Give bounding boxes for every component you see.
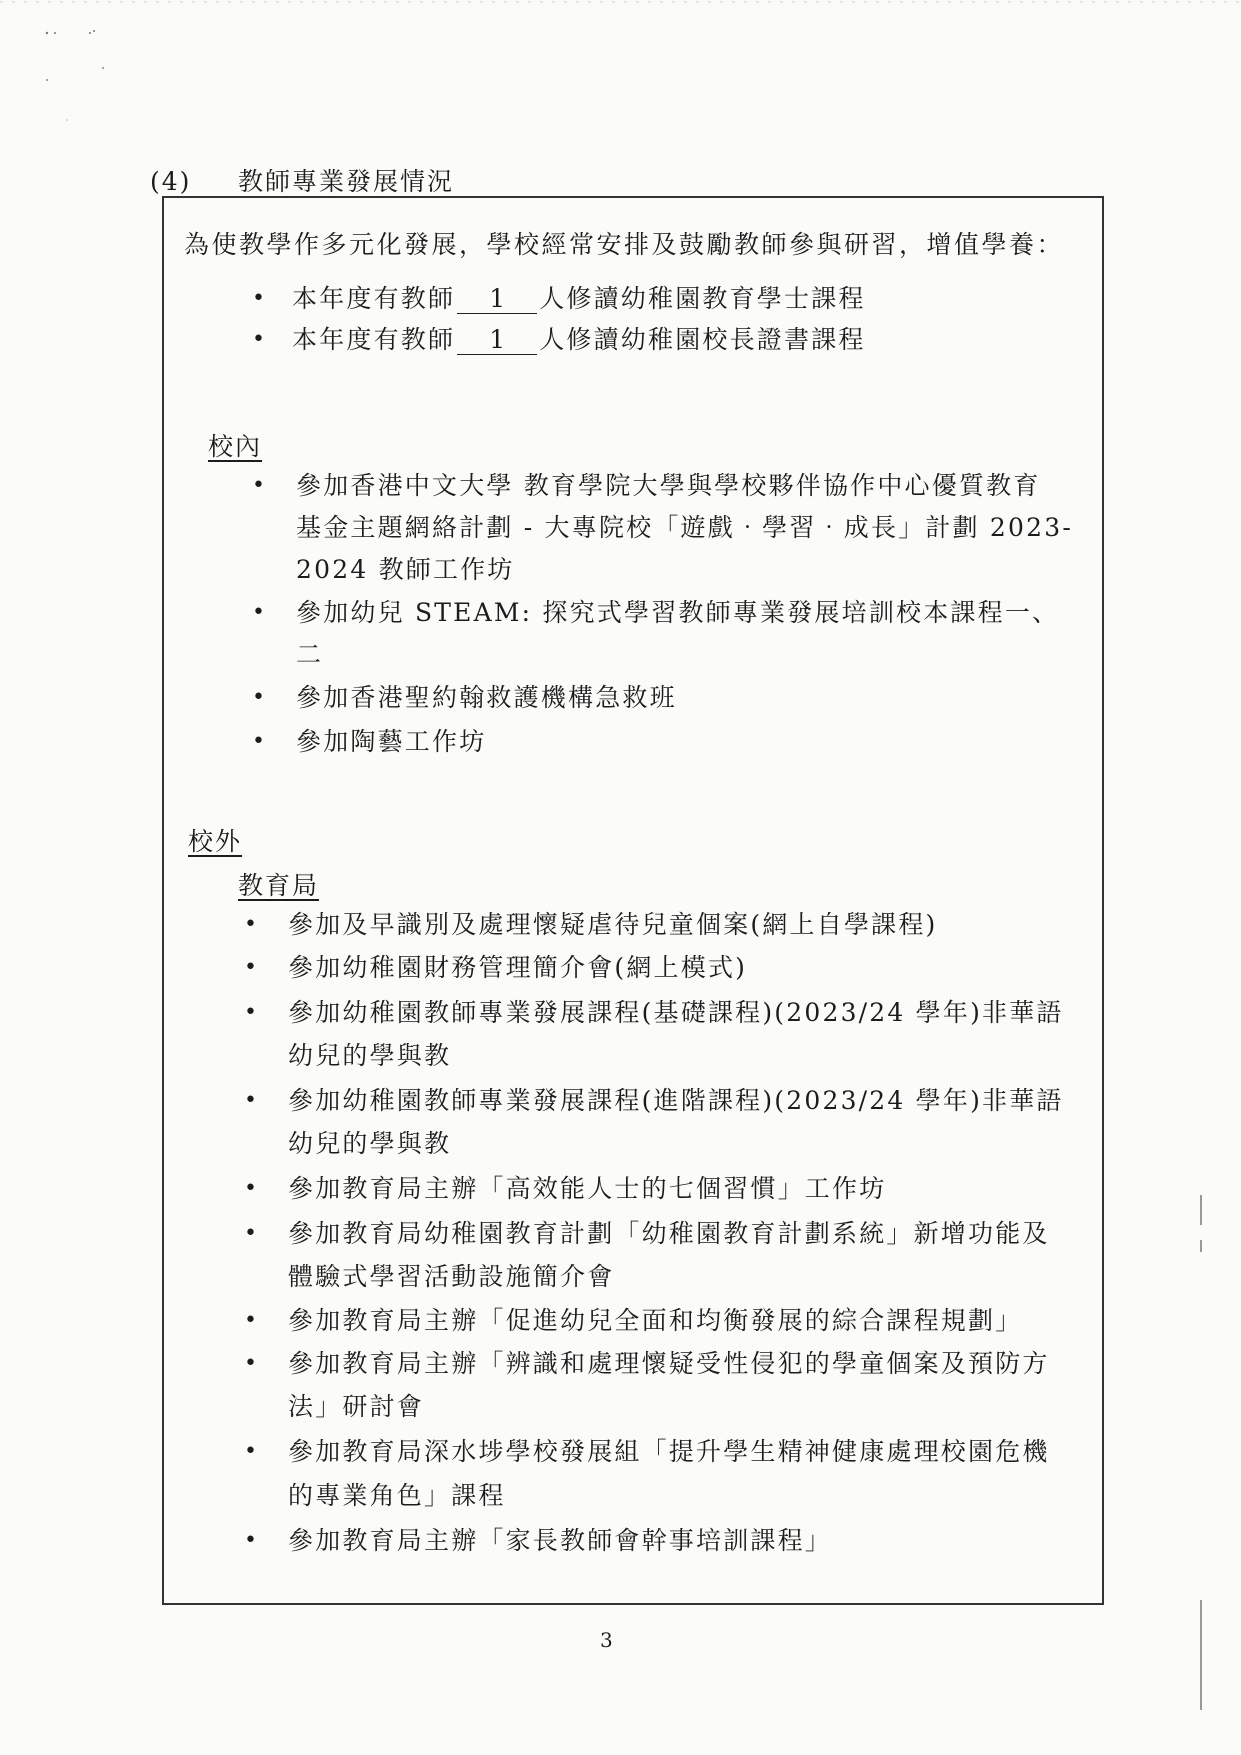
bullet-marker: • xyxy=(252,729,265,754)
bullet-marker: • xyxy=(244,1528,257,1553)
bullet-marker: • xyxy=(244,1351,257,1376)
section-number: (4) xyxy=(150,167,192,196)
external-item-line: 法」研討會 xyxy=(288,1392,425,1421)
external-item-line: 參加教育局深水埗學校發展組「提升學生精神健康處理校園危機 xyxy=(288,1437,1050,1466)
section-title: 教師專業發展情況 xyxy=(238,167,455,196)
bullet-marker: • xyxy=(244,912,257,937)
bullet-marker: • xyxy=(252,286,265,311)
internal-item-line: 基金主題網絡計劃 - 大專院校「遊戲‧學習‧成長」計劃 2023- xyxy=(296,513,1073,542)
internal-item-line: 參加香港聖約翰救護機構急救班 xyxy=(296,683,677,712)
internal-item-line: 參加陶藝工作坊 xyxy=(296,727,487,756)
scan-margin-mark xyxy=(1200,1195,1202,1225)
external-item-line: 幼兒的學與教 xyxy=(288,1129,452,1158)
scan-margin-mark xyxy=(1200,1600,1202,1710)
bullet-marker: • xyxy=(244,1176,257,1201)
external-item-line: 參加教育局幼稚園教育計劃「幼稚園教育計劃系統」新增功能及 xyxy=(288,1219,1050,1248)
internal-item-line: 2024 教師工作坊 xyxy=(296,555,515,584)
bullet-marker: • xyxy=(252,473,265,498)
bullet-marker: • xyxy=(252,600,265,625)
teacher-count: 1 xyxy=(457,326,537,355)
external-item-line: 參加幼稚園財務管理簡介會(網上模式) xyxy=(288,953,748,982)
external-item-line: 體驗式學習活動設施簡介會 xyxy=(288,1262,615,1291)
external-item-line: 的專業角色」課程 xyxy=(288,1481,506,1510)
external-item-line: 參加教育局主辦「家長教師會幹事培訓課程」 xyxy=(288,1526,833,1555)
bullet-marker: • xyxy=(252,327,265,352)
bullet-marker: • xyxy=(244,1000,257,1025)
section-heading xyxy=(150,162,454,198)
external-subheading: 教育局 xyxy=(238,871,320,900)
teacher-count: 1 xyxy=(457,285,537,314)
study-item-prefix: 本年度有教師 xyxy=(292,325,456,354)
intro-paragraph: 為使教學作多元化發展，學校經常安排及鼓勵教師參與研習，增值學養： xyxy=(184,230,1065,259)
bullet-marker: • xyxy=(252,685,265,710)
internal-item-line: 二 xyxy=(296,640,324,669)
study-item-suffix: 人修讀幼稚園校長證書課程 xyxy=(539,325,866,354)
study-item xyxy=(292,278,866,320)
external-item-line: 參加教育局主辦「辨識和處理懷疑受性侵犯的學童個案及預防方 xyxy=(288,1349,1050,1378)
bullet-marker: • xyxy=(244,955,257,980)
study-item xyxy=(292,319,866,361)
study-item-suffix: 人修讀幼稚園教育學士課程 xyxy=(539,284,866,313)
bullet-marker: • xyxy=(244,1439,257,1464)
bullet-marker: • xyxy=(244,1308,257,1333)
page-number: 3 xyxy=(600,1628,613,1652)
external-heading: 校外 xyxy=(188,827,243,856)
bullet-marker: • xyxy=(244,1221,257,1246)
external-item-line: 參加教育局主辦「高效能人士的七個習慣」工作坊 xyxy=(288,1174,887,1203)
internal-item-line: 參加幼兒 STEAM: 探究式學習教師專業發展培訓校本課程一、 xyxy=(296,598,1060,627)
study-item-prefix: 本年度有教師 xyxy=(292,284,456,313)
bullet-marker: • xyxy=(244,1088,257,1113)
external-item-line: 參加及早識別及處理懷疑虐待兒童個案(網上自學課程) xyxy=(288,910,938,939)
internal-item-line: 參加香港中文大學 教育學院大學與學校夥伴協作中心優質教育 xyxy=(296,471,1041,500)
scan-margin-mark xyxy=(1200,1240,1202,1252)
external-item-line: 參加幼稚園教師專業發展課程(進階課程)(2023/24 學年)非華語 xyxy=(288,1086,1064,1115)
external-item-line: 參加幼稚園教師專業發展課程(基礎課程)(2023/24 學年)非華語 xyxy=(288,998,1064,1027)
internal-heading: 校內 xyxy=(208,432,263,461)
external-item-line: 幼兒的學與教 xyxy=(288,1041,452,1070)
external-item-line: 參加教育局主辦「促進幼兒全面和均衡發展的綜合課程規劃」 xyxy=(288,1306,1023,1335)
